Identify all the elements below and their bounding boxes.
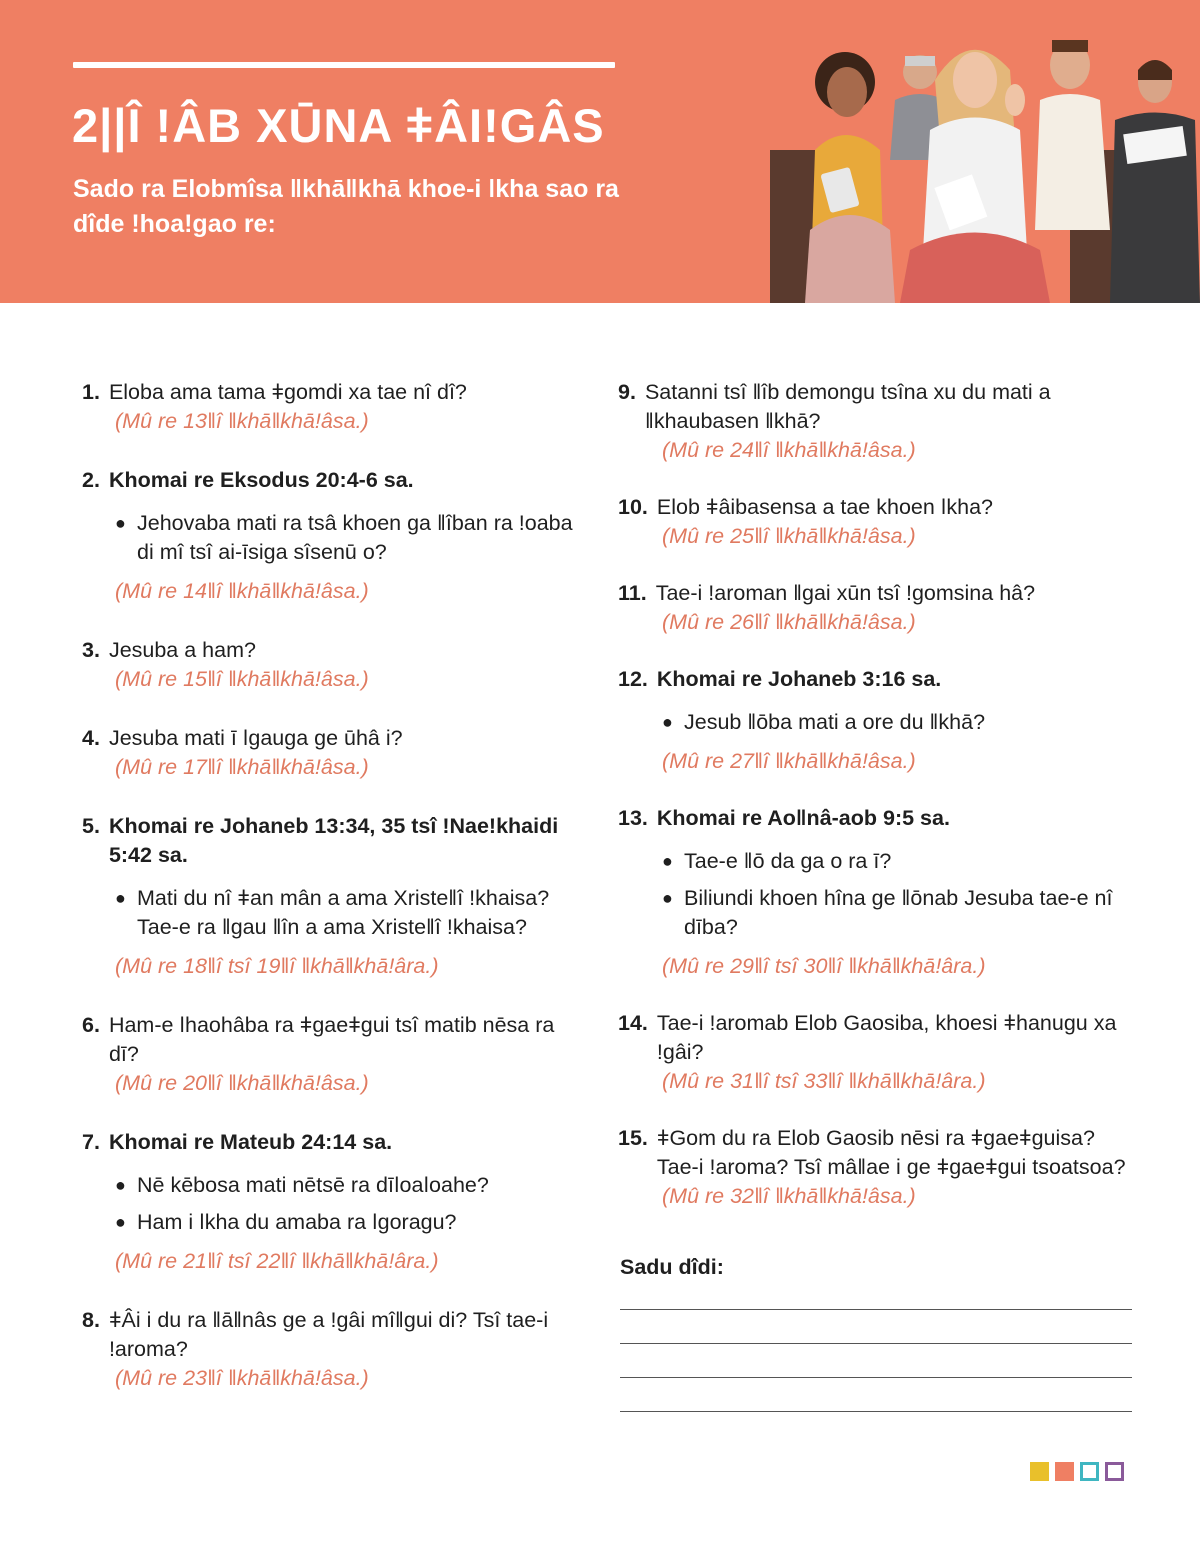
header-banner xyxy=(0,0,1200,303)
page-subtitle: Sado ra Elobmîsa ǁkhāǁkhā khoe-i ǀkha sao ra dîde ǃhoaǃgao re: xyxy=(73,175,619,238)
question-line xyxy=(618,493,1138,522)
sub-question xyxy=(618,708,1138,737)
question-text: Khomai re Johaneb 13:34, 35 tsî ǃNaeǃkhaidi 5:42 sa. xyxy=(108,814,559,867)
lesson-reference: (Mû re 24ǁî ǁkhāǁkhāǃâsa.) xyxy=(662,438,916,462)
lesson-reference: (Mû re 18ǁî tsî 19ǁî ǁkhāǁkhāǃâra.) xyxy=(115,954,439,978)
bullet-icon: ● xyxy=(662,888,673,908)
question-item xyxy=(82,636,582,694)
note-line[interactable] xyxy=(620,1309,1132,1310)
question-text: Jesuba mati ī ǀgauga ge ūhâ i? xyxy=(108,726,403,750)
question-item xyxy=(618,804,1138,981)
people-illustration xyxy=(770,0,1200,303)
question-item xyxy=(82,378,582,436)
lesson-reference: (Mû re 26ǁî ǁkhāǁkhāǃâsa.) xyxy=(662,610,916,634)
lesson-reference: (Mû re 21ǁî tsî 22ǁî ǁkhāǁkhāǃâra.) xyxy=(115,1249,439,1273)
sub-question-text: Mati du nî ǂan mân a ama Xristeǁî ǃkhaisa? Tae-e ra ǁgau ǁîn a ama Xristeǁî ǃkhaisa? xyxy=(137,886,550,939)
question-line xyxy=(82,812,582,870)
question-text: ǂÂi i du ra ǁāǁnâs ge a ǃgâi mîǁgui di? Tsî tae-i ǃaroma? xyxy=(108,1308,549,1361)
sub-question-text: Tae-e ǁō da ga o ra ī? xyxy=(684,849,892,873)
question-number: 3. xyxy=(82,638,100,662)
question-number: 10. xyxy=(618,495,648,519)
question-text: Khomai re Aoǁnâ-aob 9:5 sa. xyxy=(656,806,950,830)
question-line xyxy=(82,1306,582,1364)
questions-left-column xyxy=(82,378,582,1393)
lesson-reference: (Mû re 25ǁî ǁkhāǁkhāǃâsa.) xyxy=(662,524,916,548)
question-text: Ham-e ǀhaohâba ra ǂgaeǂgui tsî matib nēsa ra dī? xyxy=(108,1013,555,1066)
question-item xyxy=(82,812,582,981)
question-text: Elob ǂâibasensa a tae khoen ǀkha? xyxy=(656,495,993,519)
bullet-icon: ● xyxy=(662,712,673,732)
questions-right-column xyxy=(618,378,1138,1211)
question-text: Tae-i ǃaromab Elob Gaosiba, khoesi ǂhanugu xa ǃgâi? xyxy=(656,1011,1117,1064)
question-line xyxy=(618,579,1138,608)
question-item xyxy=(82,1306,582,1393)
question-item xyxy=(82,466,582,606)
sub-question xyxy=(82,1208,582,1237)
question-number: 2. xyxy=(82,468,100,492)
bullet-icon: ● xyxy=(115,1175,126,1195)
sub-question-text: Jehovaba mati ra tsâ khoen ga ǁîban ra ǃoaba di mî tsî ai-īsiga sîsenū o? xyxy=(137,511,573,564)
sub-question-text: Ham i ǀkha du amaba ra ǀgoragu? xyxy=(137,1210,457,1234)
question-item xyxy=(618,1124,1138,1211)
question-number: 12. xyxy=(618,667,648,691)
page-title: 2||Î !ÂB XŪNA ǂÂI!GÂS xyxy=(72,99,605,152)
header-rule xyxy=(73,62,615,68)
notes-label: Sadu dîdi: xyxy=(620,1255,724,1279)
bullet-icon: ● xyxy=(115,1212,126,1232)
question-number: 4. xyxy=(82,726,100,750)
note-line[interactable] xyxy=(620,1377,1132,1378)
note-line[interactable] xyxy=(620,1411,1132,1412)
question-number: 1. xyxy=(82,380,100,404)
question-number: 6. xyxy=(82,1013,100,1037)
question-text: Khomai re Johaneb 3:16 sa. xyxy=(656,667,942,691)
question-number: 7. xyxy=(82,1130,100,1154)
question-text: Satanni tsî ǁîb demongu tsîna xu du mati a ǁkhaubasen ǁkhā? xyxy=(644,380,1051,433)
question-line xyxy=(618,1124,1138,1182)
question-line xyxy=(82,466,582,495)
sub-question-text: Nē kēbosa mati nētsē ra dīǀoaǀoahe? xyxy=(137,1173,489,1197)
question-text: Tae-i ǃaroman ǁgai xūn tsî ǃgomsina hâ? xyxy=(655,581,1036,605)
question-item xyxy=(82,724,582,782)
lesson-reference: (Mû re 31ǁî tsî 33ǁî ǁkhāǁkhāǃâra.) xyxy=(662,1069,986,1093)
color-square xyxy=(1055,1462,1074,1481)
question-number: 8. xyxy=(82,1308,100,1332)
color-squares-decoration xyxy=(1030,1462,1124,1481)
color-square xyxy=(1105,1462,1124,1481)
question-line xyxy=(82,636,582,665)
question-line xyxy=(82,1011,582,1069)
lesson-reference: (Mû re 20ǁî ǁkhāǁkhāǃâsa.) xyxy=(115,1071,369,1095)
lesson-reference: (Mû re 29ǁî tsî 30ǁî ǁkhāǁkhāǃâra.) xyxy=(662,954,986,978)
question-item xyxy=(618,665,1138,776)
question-number: 13. xyxy=(618,806,648,830)
lesson-reference: (Mû re 14ǁî ǁkhāǁkhāǃâsa.) xyxy=(115,579,369,603)
sub-question xyxy=(82,509,582,567)
question-text: Khomai re Eksodus 20:4-6 sa. xyxy=(108,468,414,492)
note-line[interactable] xyxy=(620,1343,1132,1344)
question-item xyxy=(618,378,1138,465)
question-line xyxy=(82,724,582,753)
question-number: 14. xyxy=(618,1011,648,1035)
color-square xyxy=(1080,1462,1099,1481)
lesson-reference: (Mû re 13ǁî ǁkhāǁkhāǃâsa.) xyxy=(115,409,369,433)
question-line xyxy=(618,665,1138,694)
question-line xyxy=(618,1009,1138,1067)
question-item xyxy=(82,1128,582,1276)
sub-question-text: Biliundi khoen hîna ge ǁōnab Jesuba tae-e nî dība? xyxy=(684,886,1113,939)
question-text: Eloba ama tama ǂgomdi xa tae nî dî? xyxy=(108,380,467,404)
sub-question xyxy=(618,884,1138,942)
lesson-reference: (Mû re 32ǁî ǁkhāǁkhāǃâsa.) xyxy=(662,1184,916,1208)
bullet-icon: ● xyxy=(662,851,673,871)
bullet-icon: ● xyxy=(115,513,126,533)
question-number: 15. xyxy=(618,1126,648,1150)
lesson-reference: (Mû re 15ǁî ǁkhāǁkhāǃâsa.) xyxy=(115,667,369,691)
lesson-reference: (Mû re 23ǁî ǁkhāǁkhāǃâsa.) xyxy=(115,1366,369,1390)
sub-question xyxy=(82,884,582,942)
question-line xyxy=(618,378,1138,436)
bullet-icon: ● xyxy=(115,888,126,908)
question-item xyxy=(618,1009,1138,1096)
lesson-reference: (Mû re 27ǁî ǁkhāǁkhāǃâsa.) xyxy=(662,749,916,773)
color-square xyxy=(1030,1462,1049,1481)
question-line xyxy=(82,378,582,407)
question-text: Jesuba a ham? xyxy=(108,638,256,662)
question-number: 9. xyxy=(618,380,636,404)
question-number: 11. xyxy=(618,581,647,605)
sub-question xyxy=(82,1171,582,1200)
question-line xyxy=(618,804,1138,833)
question-number: 5. xyxy=(82,814,100,838)
question-item xyxy=(82,1011,582,1098)
question-text: ǂGom du ra Elob Gaosib nēsi ra ǂgaeǂguisa? Tae-i ǃaroma? Tsî mâǁae i ge ǂgaeǂgui tsoatsoa? xyxy=(656,1126,1126,1179)
question-line xyxy=(82,1128,582,1157)
question-item xyxy=(618,493,1138,551)
sub-question xyxy=(618,847,1138,876)
question-item xyxy=(618,579,1138,637)
sub-question-text: Jesub ǁōba mati a ore du ǁkhā? xyxy=(684,710,986,734)
question-text: Khomai re Mateub 24:14 sa. xyxy=(108,1130,393,1154)
lesson-reference: (Mû re 17ǁî ǁkhāǁkhāǃâsa.) xyxy=(115,755,369,779)
